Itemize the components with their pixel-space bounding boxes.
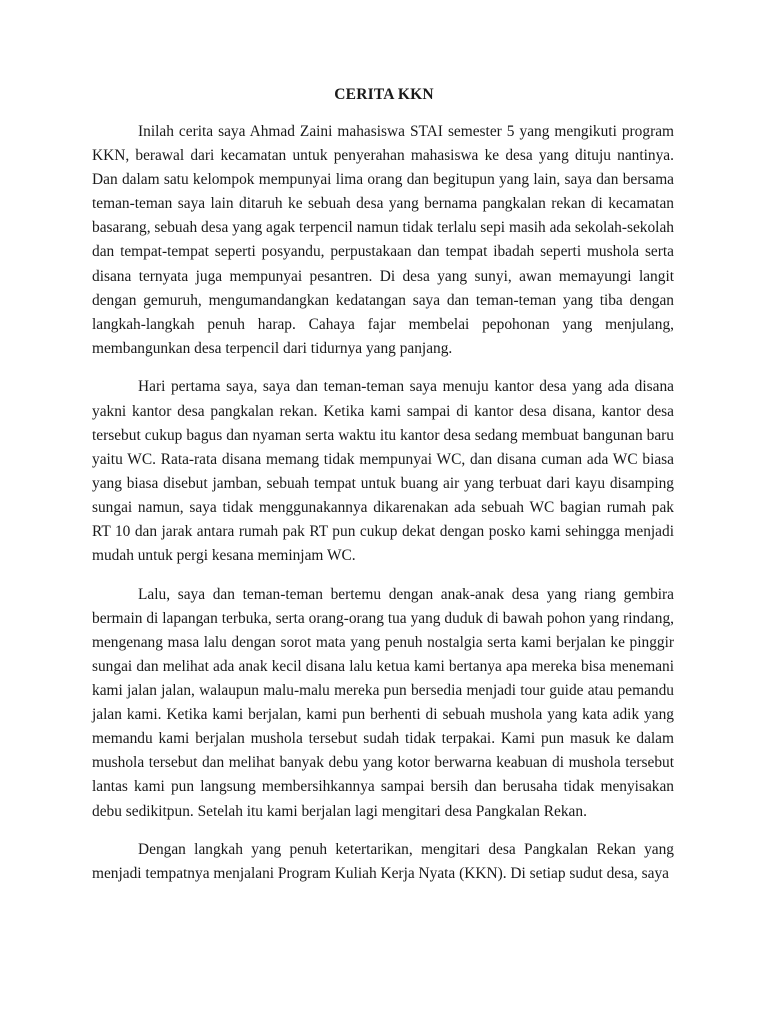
paragraph-1: Inilah cerita saya Ahmad Zaini mahasiswa STAI semester 5 yang mengikuti program KKN, berawal dari kecamatan untuk penyerahan mahasiswa ke desa yang dituju nantinya. Dan dalam satu kelompok mempunyai lima orang dan begitupun yang lain, saya dan bersama teman-teman saya lain ditaruh ke sebuah desa yang bernama pangkalan rekan di kecamatan basarang, sebuah desa yang agak terpencil namun tidak terlalu sepi masih ada sekolah-sekolah dan tempat-tempat seperti posyandu, perpustakaan dan tempat ibadah seperti mushola serta disana ternyata juga mempunyai pesantren. Di desa yang sunyi, awan memayungi langit dengan gemuruh, mengumandangkan kedatangan saya dan teman-teman yang tiba dengan langkah-langkah penuh harap. Cahaya fajar membelai pepohonan yang menjulang, membangunkan desa terpencil dari tidurnya yang panjang. bbox=[92, 123, 674, 357]
document-title: CERITA KKN bbox=[334, 86, 434, 103]
paragraph-3: Lalu, saya dan teman-teman bertemu dengan anak-anak desa yang riang gembira bermain di lapangan terbuka, serta orang-orang tua yang duduk di bawah pohon yang rindang, mengenang masa lalu dengan sorot mata yang penuh nostalgia serta kami berjalan ke pinggir sungai dan melihat ada anak kecil disana lalu ketua kami bertanya apa mereka bisa menemani kami jalan jalan, walaupun malu-malu mereka pun bersedia menjadi tour guide atau pemandu jalan kami. Ketika kami berjalan, kami pun berhenti di sebuah mushola yang kata adik yang memandu kami berjalan mushola tersebut sudah tidak terpakai. Kami pun masuk ke dalam mushola tersebut dan melihat banyak debu yang kotor berwarna keabuan di mushola tersebut lantas kami pun langsung membersihkannya sampai bersih dan berusaha tidak menyisakan debu sedikitpun. Setelah itu kami berjalan lagi mengitari desa Pangkalan Rekan. bbox=[92, 585, 674, 820]
paragraph-4: Dengan langkah yang penuh ketertarikan, mengitari desa Pangkalan Rekan yang menjadi tempatnya menjalani Program Kuliah Kerja Nyata (KKN). Di setiap sudut desa, saya bbox=[92, 841, 674, 883]
paragraph-2: Hari pertama saya, saya dan teman-teman saya menuju kantor desa yang ada disana yakni kantor desa pangkalan rekan. Ketika kami sampai di kantor desa disana, kantor desa tersebut cukup bagus dan nyaman serta waktu itu kantor desa sedang membuat bangunan baru yaitu WC. Rata-rata disana memang tidak mempunyai WC, dan disana cuman ada WC biasa yang biasa disebut jamban, sebuah tempat untuk buang air yang terbuat dari kayu disamping sungai namun, saya tidak menggunakannya dikarenakan ada sebuah WC bagian rumah pak RT 10 dan jarak antara rumah pak RT pun cukup dekat dengan posko kami sehingga menjadi mudah untuk pergi kesana meminjam WC. bbox=[92, 378, 674, 565]
document-body bbox=[92, 120, 674, 901]
